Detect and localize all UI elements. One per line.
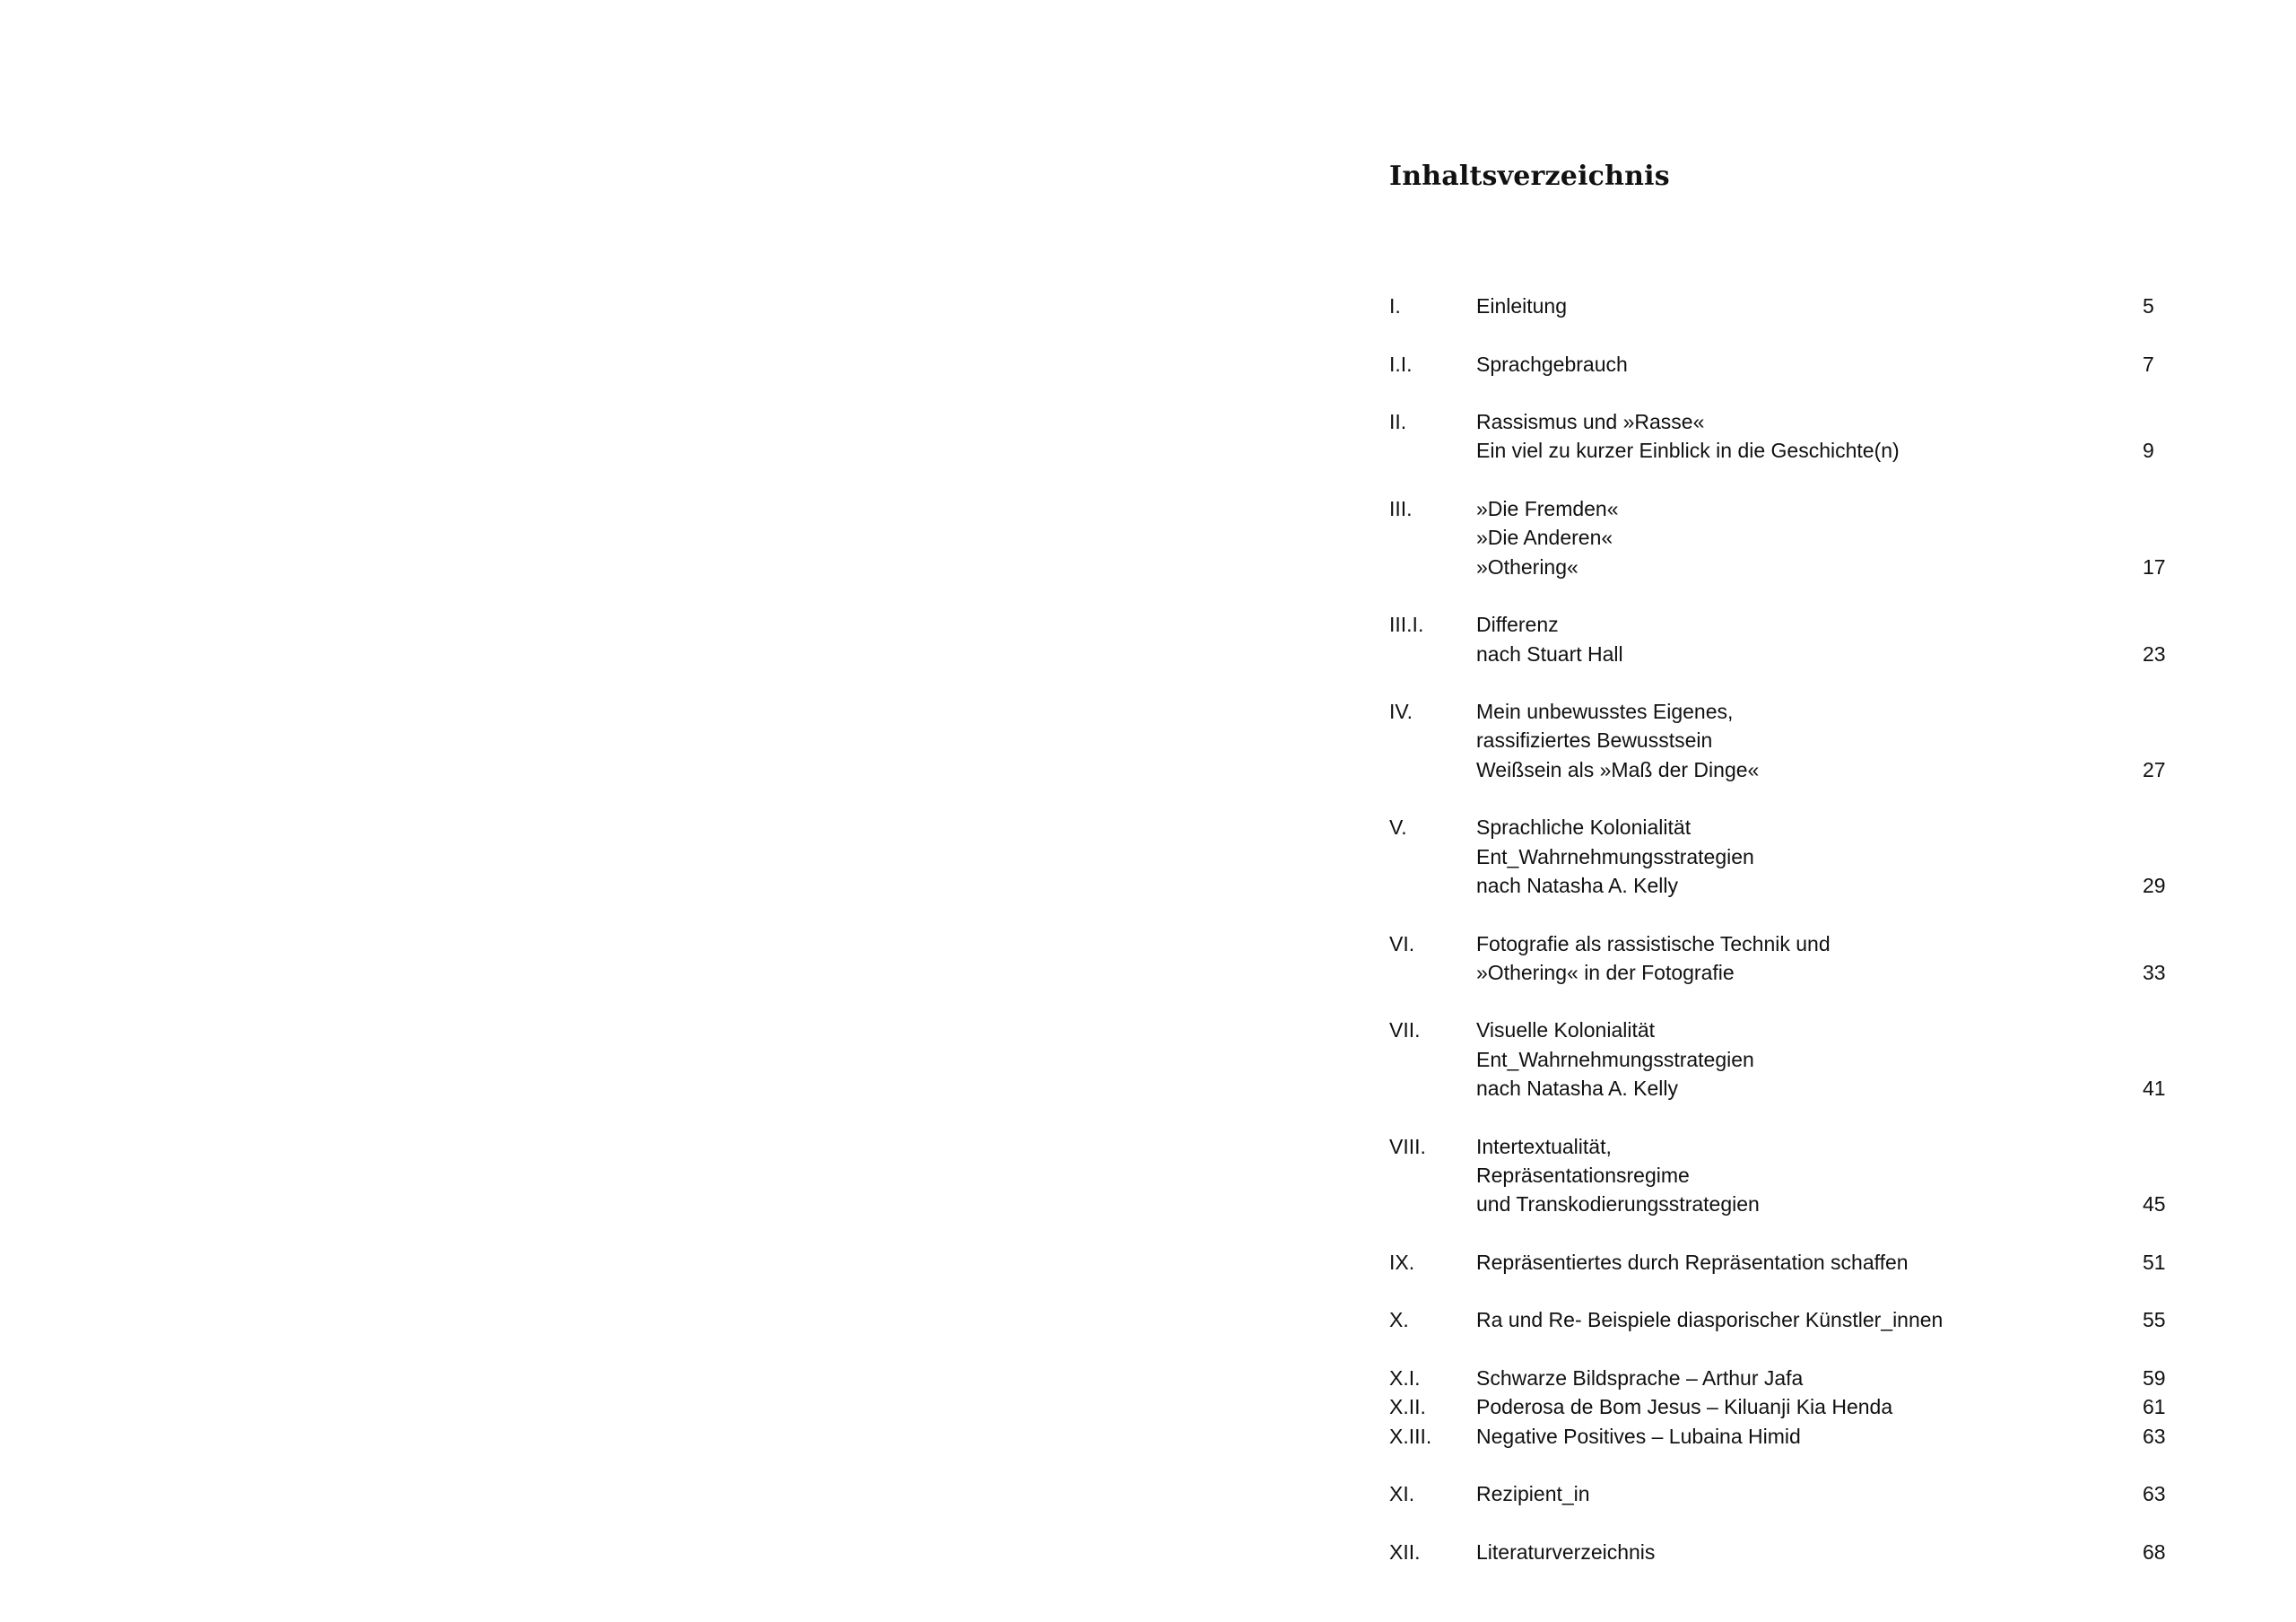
toc-title: Inhaltsverzeichnis: [1389, 161, 1670, 192]
chapter-number: XII.: [1389, 1539, 1421, 1564]
page-number: 59: [2143, 1365, 2166, 1390]
chapter-number: X.II.: [1389, 1395, 1426, 1419]
chapter-number: X.I.: [1389, 1365, 1421, 1390]
page-number: 61: [2143, 1395, 2166, 1419]
chapter-number: VIII.: [1389, 1134, 1426, 1158]
chapter-number: XI.: [1389, 1482, 1415, 1506]
toc-entry[interactable]: [1389, 813, 2196, 900]
toc-entry[interactable]: [1389, 494, 2196, 581]
chapter-number: X.: [1389, 1308, 1409, 1332]
chapter-title-line: Poderosa de Bom Jesus – Kiluanji Kia Henda: [1476, 1395, 1893, 1419]
chapter-number: VII.: [1389, 1018, 1421, 1042]
toc-entry[interactable]: [1389, 1538, 2196, 1566]
chapter-title-line: rassifiziertes Bewusstsein: [1476, 728, 1713, 753]
page-number: 27: [2143, 757, 2166, 781]
chapter-title-line: Visuelle Kolonialität: [1476, 1018, 1656, 1042]
toc-entry[interactable]: [1389, 407, 2196, 466]
toc-entry[interactable]: [1389, 929, 2196, 988]
toc-entry[interactable]: [1389, 1248, 2196, 1277]
page-number: 9: [2143, 439, 2154, 463]
toc-entry[interactable]: [1389, 1305, 2196, 1334]
page-number: 63: [2143, 1424, 2166, 1448]
chapter-title-line: Sprachliche Kolonialität: [1476, 815, 1692, 840]
chapter-title-line: Ent_Wahrnehmungsstrategien: [1476, 844, 1754, 868]
page-number: 23: [2143, 641, 2166, 666]
page-number: 45: [2143, 1192, 2166, 1216]
toc-entry[interactable]: [1389, 1016, 2196, 1103]
toc-entry[interactable]: [1389, 1364, 2196, 1392]
chapter-title-line: Ent_Wahrnehmungsstrategien: [1476, 1047, 1754, 1071]
toc-entry[interactable]: [1389, 1132, 2196, 1219]
chapter-number: X.III.: [1389, 1424, 1432, 1448]
chapter-title-line: Differenz: [1476, 613, 1559, 637]
chapter-title-line: Repräsentiertes durch Repräsentation schaffen: [1476, 1250, 1909, 1274]
chapter-title-line: Weißsein als »Maß der Dinge«: [1476, 757, 1760, 781]
chapter-number: II.: [1389, 410, 1407, 434]
chapter-title-line: Repräsentationsregime: [1476, 1163, 1690, 1187]
toc-entry[interactable]: [1389, 292, 2196, 320]
page-number: 7: [2143, 352, 2154, 376]
toc-entry[interactable]: [1389, 350, 2196, 379]
chapter-title-line: Einleitung: [1476, 294, 1568, 318]
page-number: 33: [2143, 960, 2166, 984]
chapter-title-line: nach Natasha A. Kelly: [1476, 1077, 1679, 1101]
chapter-title-line: und Transkodierungsstrategien: [1476, 1192, 1760, 1216]
chapter-title-line: »Die Anderen«: [1476, 526, 1613, 550]
toc-entry[interactable]: [1389, 1479, 2196, 1508]
chapter-title-line: nach Stuart Hall: [1476, 641, 1623, 666]
toc-entry[interactable]: [1389, 1422, 2196, 1451]
chapter-title-line: Mein unbewusstes Eigenes,: [1476, 700, 1734, 724]
chapter-number: VI.: [1389, 931, 1415, 955]
page-number: 17: [2143, 554, 2166, 579]
toc-entry[interactable]: [1389, 1392, 2196, 1421]
chapter-title-line: Intertextualität,: [1476, 1134, 1612, 1158]
table-of-contents: [1389, 292, 2196, 1595]
toc-entry[interactable]: [1389, 610, 2196, 668]
chapter-title-line: Literaturverzeichnis: [1476, 1539, 1656, 1564]
page-number: 55: [2143, 1308, 2166, 1332]
chapter-number: V.: [1389, 815, 1407, 840]
chapter-title-line: Sprachgebrauch: [1476, 352, 1628, 376]
chapter-number: I.: [1389, 294, 1401, 318]
chapter-number: III.I.: [1389, 613, 1424, 637]
chapter-number: IV.: [1389, 700, 1413, 724]
chapter-number: III.: [1389, 497, 1413, 521]
chapter-title-line: Schwarze Bildsprache – Arthur Jafa: [1476, 1365, 1804, 1390]
page-number: 68: [2143, 1539, 2166, 1564]
chapter-number: I.I.: [1389, 352, 1413, 376]
page-number: 51: [2143, 1250, 2166, 1274]
page-number: 29: [2143, 873, 2166, 897]
chapter-title-line: nach Natasha A. Kelly: [1476, 873, 1679, 897]
right-page: [1148, 0, 2296, 1622]
chapter-number: IX.: [1389, 1250, 1415, 1274]
chapter-title-line: »Othering«: [1476, 554, 1578, 579]
page-number: 5: [2143, 294, 2154, 318]
chapter-title-line: Ein viel zu kurzer Einblick in die Geschichte(n): [1476, 439, 1900, 463]
chapter-title-line: Ra und Re- Beispiele diasporischer Künstler_innen: [1476, 1308, 1944, 1332]
chapter-title-line: Rassismus und »Rasse«: [1476, 410, 1705, 434]
chapter-title-line: »Othering« in der Fotografie: [1476, 960, 1735, 984]
page-number: 41: [2143, 1077, 2166, 1101]
chapter-title-line: Negative Positives – Lubaina Himid: [1476, 1424, 1801, 1448]
toc-entry[interactable]: [1389, 697, 2196, 784]
chapter-title-line: Fotografie als rassistische Technik und: [1476, 931, 1831, 955]
chapter-title-line: »Die Fremden«: [1476, 497, 1619, 521]
chapter-title-line: Rezipient_in: [1476, 1482, 1590, 1506]
page-number: 63: [2143, 1482, 2166, 1506]
